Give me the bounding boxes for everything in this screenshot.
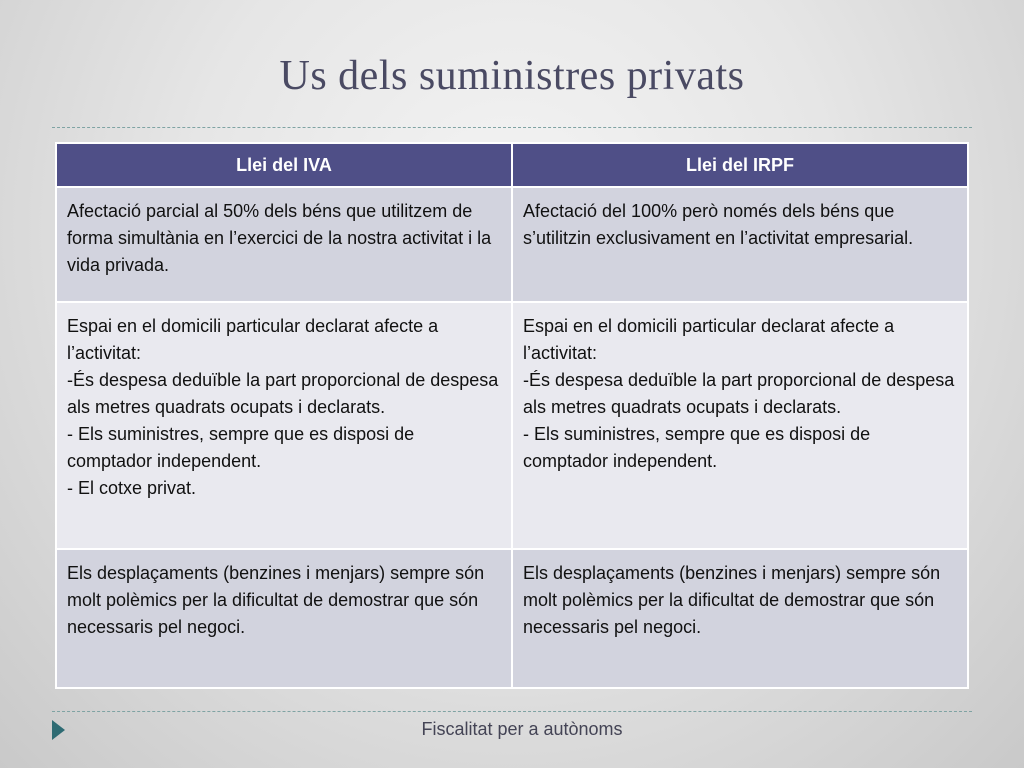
header-irpf: Llei del IRPF (512, 143, 968, 187)
bottom-divider (52, 711, 972, 712)
table-row (56, 187, 968, 302)
top-divider (52, 127, 972, 128)
cell-iva: Afectació parcial al 50% dels béns que utilitzem de forma simultània en l’exercici de la nostra activitat i la vida privada. (56, 187, 512, 302)
table-row (56, 302, 968, 549)
cell-irpf: Els desplaçaments (benzines i menjars) sempre són molt polèmics per la dificultat de demostrar que són necessaris pel negoci. (512, 549, 968, 688)
table-row (56, 549, 968, 688)
cell-irpf: Espai en el domicili particular declarat afecte a l’activitat: -És despesa deduïble la part proporcional de despesa als metres quadrats ocupats i declarats. - Els suministres, sempre que es disposi de comptador independent. (512, 302, 968, 549)
footer-text: Fiscalitat per a autònoms (421, 719, 623, 739)
cell-iva: Espai en el domicili particular declarat afecte a l’activitat: -És despesa deduïble la part proporcional de despesa als metres quadrats ocupats i declarats. - Els suministres, sempre que es disposi de comptador independent. - El cotxe privat. (56, 302, 512, 549)
header-iva: Llei del IVA (56, 143, 512, 187)
cell-iva: Els desplaçaments (benzines i menjars) sempre són molt polèmics per la dificultat de demostrar que són necessaris pel negoci. (56, 549, 512, 688)
cell-irpf: Afectació del 100% però només dels béns que s’utilitzin exclusivament en l’activitat empresarial. (512, 187, 968, 302)
table-header-row (56, 143, 968, 187)
comparison-table (55, 142, 969, 689)
slide-title: Us dels suministres privats (279, 53, 745, 99)
